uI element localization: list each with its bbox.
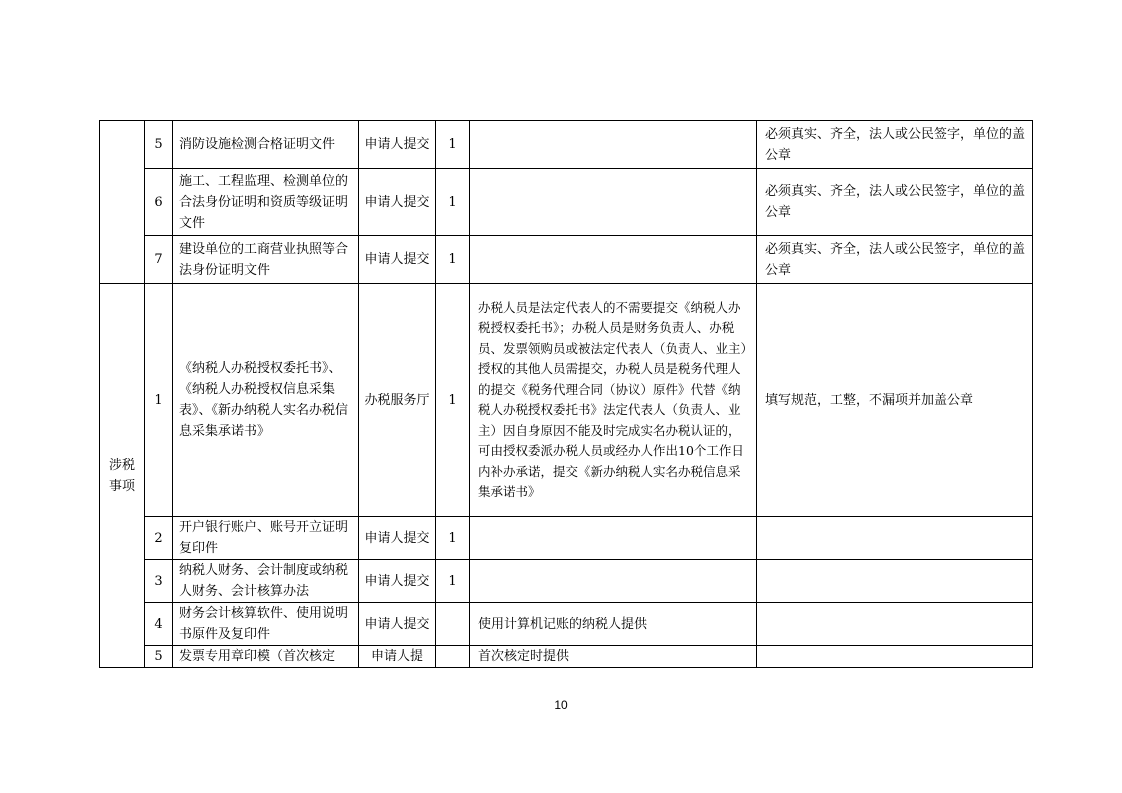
- material-notes: [470, 517, 757, 560]
- material-notes: [470, 560, 757, 603]
- material-name: 建设单位的工商营业执照等合法身份证明文件: [173, 236, 359, 284]
- material-source: 申请人提交: [359, 603, 436, 646]
- row-number: 7: [145, 236, 173, 284]
- table-row: [100, 236, 1033, 284]
- material-notes: [470, 121, 757, 169]
- material-requirements: [757, 560, 1033, 603]
- table-row: [100, 169, 1033, 236]
- material-requirements: 必须真实、齐全，法人或公民签字，单位的盖公章: [757, 121, 1033, 169]
- material-name: 《纳税人办税授权委托书》、《纳税人办税授权信息采集表》、《新办纳税人实名办税信息采集承诺书》: [173, 284, 359, 517]
- material-requirements: [757, 646, 1033, 668]
- material-notes: 办税人员是法定代表人的不需要提交《纳税人办税授权委托书》；办税人员是财务负责人、办税员、发票领购员或被法定代表人（负责人、业主）授权的其他人员需提交，办税人员是税务代理人的提交《税务代理合同（协议）原件》代替《纳税人办税授权委托书》法定代表人（负责人、业主）因自身原因不能及时完成实名办税认证的，可由授权委派办税人员或经办人作出10个工作日内补办承诺，提交《新办纳税人实名办税信息采集承诺书》: [470, 284, 757, 517]
- material-notes: [470, 236, 757, 284]
- row-number: 5: [145, 646, 173, 668]
- category-cell-empty: [100, 121, 145, 284]
- material-notes: [470, 169, 757, 236]
- material-name: 发票专用章印模（首次核定: [173, 646, 359, 668]
- material-name: 施工、工程监理、检测单位的合法身份证明和资质等级证明文件: [173, 169, 359, 236]
- row-number: 2: [145, 517, 173, 560]
- material-name: 消防设施检测合格证明文件: [173, 121, 359, 169]
- material-requirements: 必须真实、齐全，法人或公民签字，单位的盖公章: [757, 169, 1033, 236]
- table-row: [100, 646, 1033, 668]
- material-requirements: [757, 603, 1033, 646]
- material-copies: 1: [436, 284, 470, 517]
- row-number: 3: [145, 560, 173, 603]
- table-row: [100, 603, 1033, 646]
- material-copies: 1: [436, 169, 470, 236]
- material-source: 申请人提交: [359, 560, 436, 603]
- material-source: 申请人提交: [359, 236, 436, 284]
- material-copies: 1: [436, 560, 470, 603]
- materials-table: [99, 120, 1033, 668]
- row-number: 1: [145, 284, 173, 517]
- page-number: 10: [554, 698, 568, 712]
- material-copies: [436, 646, 470, 668]
- table-row: [100, 121, 1033, 169]
- material-requirements: 填写规范，工整，不漏项并加盖公章: [757, 284, 1033, 517]
- material-notes: 使用计算机记账的纳税人提供: [470, 603, 757, 646]
- material-source: 申请人提: [359, 646, 436, 668]
- material-source: 申请人提交: [359, 517, 436, 560]
- material-name: 开户银行账户、账号开立证明复印件: [173, 517, 359, 560]
- material-name: 纳税人财务、会计制度或纳税人财务、会计核算办法: [173, 560, 359, 603]
- material-requirements: [757, 517, 1033, 560]
- table-row: [100, 560, 1033, 603]
- material-copies: [436, 603, 470, 646]
- category-cell: 涉税事项: [100, 284, 145, 668]
- material-name: 财务会计核算软件、使用说明书原件及复印件: [173, 603, 359, 646]
- table-row: [100, 284, 1033, 517]
- material-copies: 1: [436, 121, 470, 169]
- material-source: 申请人提交: [359, 169, 436, 236]
- material-copies: 1: [436, 236, 470, 284]
- material-requirements: 必须真实、齐全，法人或公民签字，单位的盖公章: [757, 236, 1033, 284]
- row-number: 6: [145, 169, 173, 236]
- material-copies: 1: [436, 517, 470, 560]
- table-row: [100, 517, 1033, 560]
- material-source: 办税服务厅: [359, 284, 436, 517]
- row-number: 5: [145, 121, 173, 169]
- material-notes: 首次核定时提供: [470, 646, 757, 668]
- material-source: 申请人提交: [359, 121, 436, 169]
- row-number: 4: [145, 603, 173, 646]
